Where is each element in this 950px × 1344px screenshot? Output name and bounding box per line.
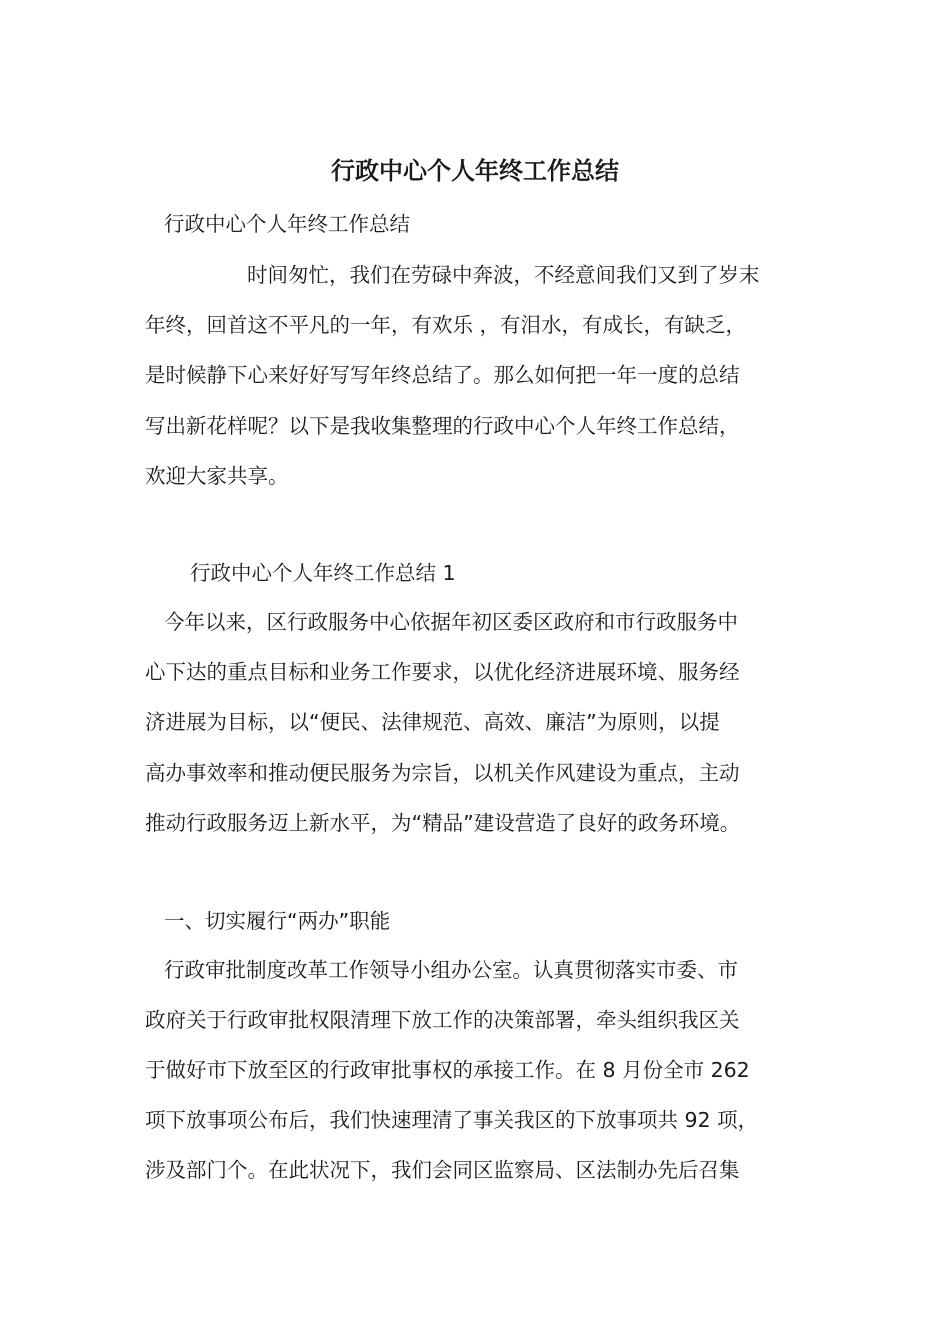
paragraph-line: 推动行政服务迈上新水平，为“精品”建设营造了良好的政务环境。 — [145, 811, 741, 835]
paragraph-line: 行政审批制度改革工作领导小组办公室。认真贯彻落实市委、市 — [164, 958, 738, 982]
paragraph-line: 政府关于行政审批权限清理下放工作的决策部署，牵头组织我区关 — [145, 1008, 740, 1032]
paragraph-line: 写出新花样呢？以下是我收集整理的行政中心个人年终工作总结， — [145, 414, 740, 438]
section-heading: 行政中心个人年终工作总结 1 — [190, 561, 456, 585]
paragraph-line: 年终，回首这不平凡的一年，有欢乐 ，有泪水，有成长，有缺乏， — [145, 313, 747, 337]
paragraph-line: 高办事效率和推动便民服务为宗旨，以机关作风建设为重点，主动 — [145, 761, 740, 785]
section-heading: 一、切实履行“两办”职能 — [164, 909, 391, 933]
paragraph-line: 于做好市下放至区的行政审批事权的承接工作。在 8 月份全市 262 — [145, 1058, 750, 1082]
paragraph-line: 涉及部门个。在此状况下，我们会同区监察局、区法制办先后召集 — [145, 1158, 740, 1182]
paragraph-line: 是时候静下心来好好写写年终总结了。那么如何把一年一度的总结 — [145, 363, 740, 387]
document-title: 行政中心个人年终工作总结 — [331, 157, 619, 185]
paragraph-line: 济进展为目标，以“便民、法律规范、高效、廉洁”为原则，以提 — [145, 710, 720, 734]
paragraph-line: 项下放事项公布后，我们快速理清了事关我区的下放事项共 92 项， — [145, 1108, 759, 1132]
paragraph-line: 欢迎大家共享。 — [145, 464, 289, 488]
paragraph-line: 时间匆忙，我们在劳碌中奔波，不经意间我们又到了岁末 — [247, 263, 760, 287]
paragraph-line: 今年以来，区行政服务中心依据年初区委区政府和市行政服务中 — [164, 610, 738, 634]
paragraph-line: 心下达的重点目标和业务工作要求，以优化经济进展环境、服务经 — [145, 660, 740, 684]
subtitle-line: 行政中心个人年终工作总结 — [164, 212, 410, 236]
